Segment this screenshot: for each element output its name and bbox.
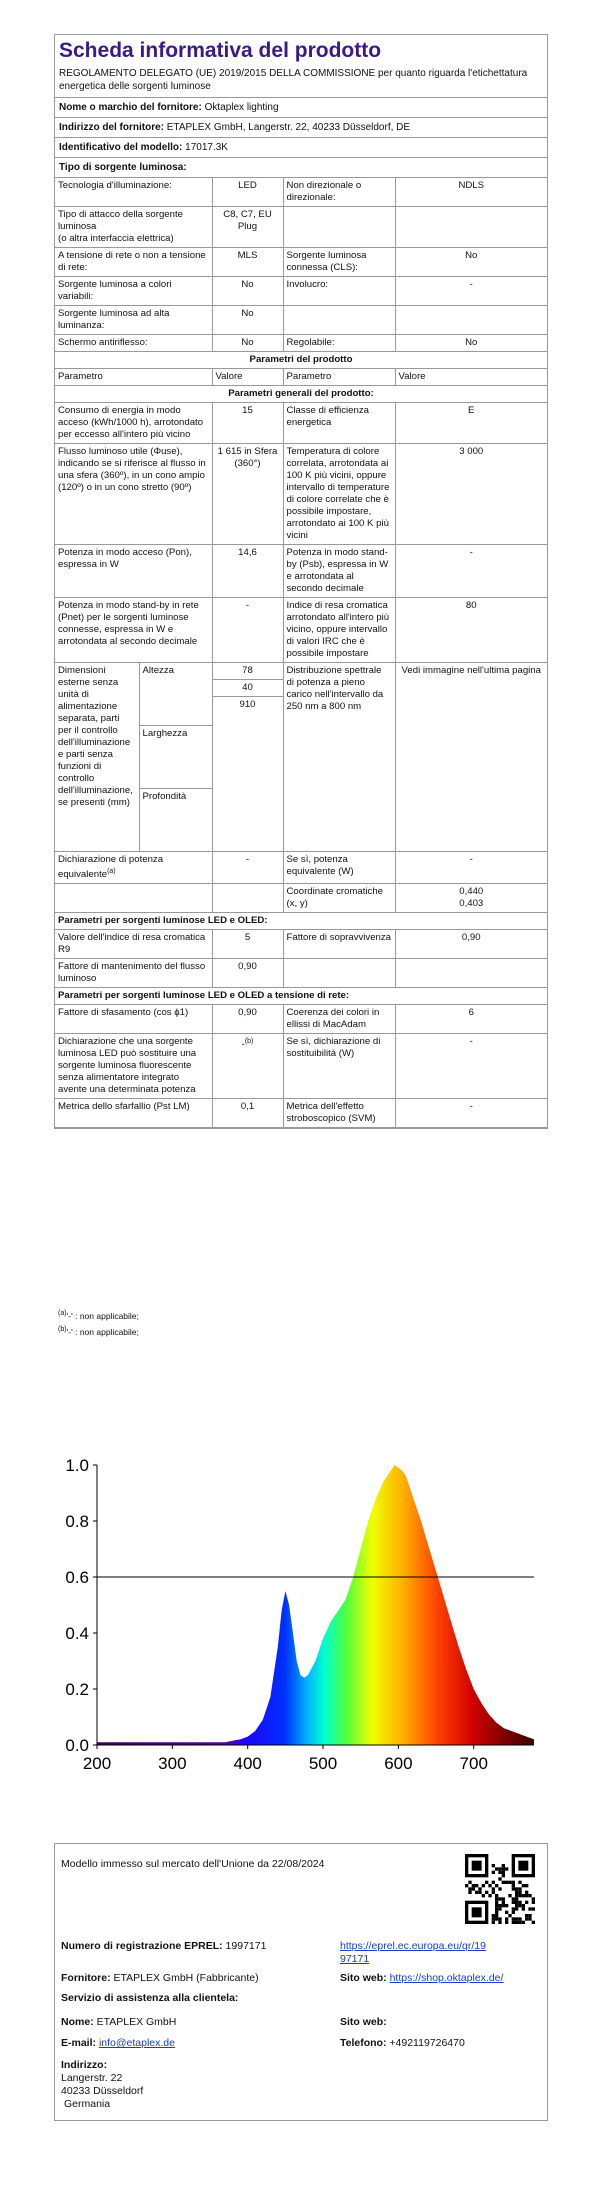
equivalent-power-label: Dichiarazione di potenza equivalente$^{(a)}$ — [55, 852, 212, 884]
cos-phi-label: Fattore di sfasamento (cos ϕ1) — [55, 1005, 212, 1034]
spd-value: Vedi immagine nell'ultima pagina — [395, 663, 547, 852]
cls-label: Sorgente luminosa connessa (CLS): — [283, 248, 395, 277]
phone-row: Telefono: +492119726470 — [340, 2037, 465, 2049]
width-value: 40 — [213, 680, 283, 697]
x-tick-label: 700 — [459, 1754, 488, 1773]
led-mains-params-header: Parametri per sorgenti luminose LED e OLED a tensione di rete: — [55, 988, 547, 1005]
envelope-label: Involucro: — [283, 277, 395, 306]
footnote-b: $^{(b)}$'-' : non applicabile; — [58, 1324, 139, 1337]
tech-label: Tecnologia d'illuminazione: — [55, 178, 212, 207]
col-header-param: Parametro — [55, 369, 212, 386]
tech-value: LED — [212, 178, 283, 207]
service-website-label: Sito web: — [340, 2016, 387, 2028]
fluorescent-replace-value: -$^{(b)}$ — [212, 1034, 283, 1099]
height-value: 78 — [213, 663, 283, 680]
r9-value: 5 — [212, 930, 283, 959]
color-tunable-value: No — [212, 277, 283, 306]
dimensions-values-cell — [212, 663, 283, 852]
eprel-link[interactable]: https://eprel.ec.europa.eu/qr/19 97171 — [340, 1940, 486, 1965]
col-header-value: Valore — [212, 369, 283, 386]
survival-value: 0,90 — [395, 930, 547, 959]
spectrum-svg — [40, 1445, 560, 1775]
cls-value: No — [395, 248, 547, 277]
height-label: Altezza — [139, 663, 212, 725]
dimmable-value: No — [395, 335, 547, 352]
cap-label-text: Tipo di attacco della sorgente luminosa — [58, 209, 183, 232]
general-params-header: Parametri generali del prodotto: — [55, 386, 547, 403]
supplier-address-value: ETAPLEX GmbH, Langerstr. 22, 40233 Düsseldorf, DE — [166, 122, 411, 133]
direction-label: Non direzionale o direzionale: — [283, 178, 395, 207]
chromaticity-y: 0,403 — [459, 898, 484, 910]
product-params-header: Parametri del prodotto — [55, 352, 547, 369]
supplier-value: ETAPLEX GmbH (Fabbricante) — [113, 1972, 259, 1984]
chromaticity-x: 0,440 — [459, 886, 484, 898]
supplier-name-label: Nome o marchio del fornitore: — [59, 102, 202, 113]
cct-value: 3 000 — [395, 444, 547, 545]
source-type-row — [55, 158, 547, 178]
led-params-header: Parametri per sorgenti luminose LED e OLED: — [55, 913, 547, 930]
model-label: Identificativo del modello: — [59, 142, 183, 153]
cct-label: Temperatura di colore correlata, arrotondata ai 100 K più vicini, oppure intervallo di temperature di colore correlate che è possibile impostare, arrotondato ai 100 K più vicini — [283, 444, 395, 545]
supplier-address-row — [55, 118, 547, 138]
x-tick-label: 400 — [233, 1754, 262, 1773]
cap-value: C8, C7, EU Plug — [212, 207, 283, 248]
width-label: Larghezza — [139, 725, 212, 789]
market-date: Modello immesso sul mercato dell'Unione da 22/08/2024 — [61, 1858, 325, 1870]
equivalent-power-value: - — [212, 852, 283, 884]
customer-service-label: Servizio di assistenza alla clientela: — [61, 1992, 239, 2004]
address-block: Indirizzo: Langerstr. 22 40233 Düsseldorf Germania — [61, 2059, 144, 2110]
x-tick-label: 500 — [308, 1754, 338, 1773]
energy-label: Consumo di energia in modo acceso (kWh/1000 h), arrotondato per eccesso all'intero più vicino — [55, 403, 212, 444]
direction-value: NDLS — [395, 178, 547, 207]
fluorescent-replace-label: Dichiarazione che una sorgente luminosa LED può sostituire una sorgente luminosa fluorescente senza alimentatore integrato avente una determinata potenza — [55, 1034, 212, 1099]
survival-label: Fattore di sopravvivenza — [283, 930, 395, 959]
cap-label — [55, 207, 212, 248]
y-tick-label: 0.2 — [65, 1680, 89, 1699]
source-properties-table — [55, 178, 547, 1128]
depth-label: Profondità — [139, 789, 212, 851]
note-a-ref: (a) — [107, 868, 116, 875]
email-link[interactable]: info@etaplex.de — [98, 2037, 175, 2049]
supplier-address-label: Indirizzo del fornitore: — [59, 122, 164, 133]
svm-value: - — [395, 1099, 547, 1128]
model-value: 17017.3K — [185, 142, 228, 153]
x-tick-label: 600 — [384, 1754, 413, 1773]
qr-code-icon — [465, 1854, 535, 1924]
regulation-subtitle: REGOLAMENTO DELEGATO (UE) 2019/2015 DELLA COMMISSIONE per quanto riguarda l'etichettatura energetica delle sorgenti luminose — [55, 65, 547, 98]
maintenance-value: 0,90 — [212, 959, 283, 988]
sheet-title: Scheda informativa del prodotto — [59, 39, 382, 62]
product-information-sheet — [54, 34, 548, 1129]
envelope-value: - — [395, 277, 547, 306]
high-luminance-value: No — [212, 306, 283, 335]
class-label: Classe di efficienza energetica — [283, 403, 395, 444]
pnet-label: Potenza in modo stand-by in rete (Pnet) per le sorgenti luminose connesse, espressa in W e arrotondata al secondo decimale — [55, 598, 212, 663]
cri-label: Indice di resa cromatica arrotondato all'intero più vicino, oppure intervallo di valori IRC che è possibile impostare — [283, 598, 395, 663]
dimmable-label: Regolabile: — [283, 335, 395, 352]
spectral-distribution-chart — [40, 1445, 560, 1775]
y-tick-label: 0.8 — [65, 1512, 89, 1531]
glare-label: Schermo antiriflesso: — [55, 335, 212, 352]
maintenance-label: Fattore di mantenimento del flusso luminoso — [55, 959, 212, 988]
equivalent-w-value: - — [395, 852, 547, 884]
chromaticity-label: Coordinate cromatiche (x, y) — [283, 884, 395, 913]
dimensions-cell — [55, 663, 212, 852]
high-luminance-label: Sorgente luminosa ad alta luminanza: — [55, 306, 212, 335]
psb-value: - — [395, 545, 547, 598]
col-header-value-2: Valore — [395, 369, 547, 386]
equivalent-w-label: Se sì, potenza equivalente (W) — [283, 852, 395, 884]
cri-value: 80 — [395, 598, 547, 663]
depth-value: 910 — [213, 697, 283, 714]
spd-label: Distribuzione spettrale di potenza a pieno carico nell'intervallo da 250 nm a 800 nm — [283, 663, 395, 852]
macadam-label: Coerenza dei colori in ellissi di MacAdam — [283, 1005, 395, 1034]
glare-value: No — [212, 335, 283, 352]
svm-label: Metrica dell'effetto stroboscopico (SVM) — [283, 1099, 395, 1128]
y-tick-label: 0.0 — [65, 1736, 89, 1755]
supplier-row: Fornitore: ETAPLEX GmbH (Fabbricante) — [61, 1972, 259, 1984]
col-header-param-2: Parametro — [283, 369, 395, 386]
pon-value: 14,6 — [212, 545, 283, 598]
mains-label: A tensione di rete o non a tensione di rete: — [55, 248, 212, 277]
website-link[interactable]: https://shop.oktaplex.de/ — [389, 1972, 504, 1984]
dimensions-label: Dimensioni esterne senza unità di alimentazione separata, parti per il controllo dell'illuminazione e parti senza funzioni di controllo dell'illuminazione, se presenti (mm) — [55, 663, 139, 851]
replace-w-label: Se sì, dichiarazione di sostituibilità (W) — [283, 1034, 395, 1099]
x-tick-label: 300 — [158, 1754, 187, 1773]
x-tick-label: 200 — [82, 1754, 112, 1773]
pst-label: Metrica dello sfarfallio (Pst LM) — [55, 1099, 212, 1128]
class-value: E — [395, 403, 547, 444]
y-tick-label: 0.4 — [65, 1624, 89, 1643]
replace-w-value: - — [395, 1034, 547, 1099]
energy-value: 15 — [212, 403, 283, 444]
mains-value: MLS — [212, 248, 283, 277]
supplier-name-row — [55, 98, 547, 118]
chromaticity-value — [395, 884, 547, 913]
footnote-a: $^{(a)}$'-' : non applicabile; — [58, 1309, 139, 1321]
psb-label: Potenza in modo stand-by (Psb), espressa in W e arrotondata al secondo decimale — [283, 545, 395, 598]
note-b-ref: (b) — [244, 1038, 254, 1046]
website-row: Sito web: https://shop.oktaplex.de/ — [340, 1972, 504, 1984]
cap-label-note: (o altra interfaccia elettrica) — [58, 233, 174, 244]
spectrum-area — [97, 1465, 534, 1745]
eprel-number: 1997171 — [225, 1940, 267, 1952]
cos-phi-value: 0,90 — [212, 1005, 283, 1034]
source-type-label: Tipo di sorgente luminosa: — [59, 162, 187, 173]
pon-label: Potenza in modo acceso (Pon), espressa in W — [55, 545, 212, 598]
r9-label: Valore dell'indice di resa cromatica R9 — [55, 930, 212, 959]
pnet-value: - — [212, 598, 283, 663]
y-tick-label: 0.6 — [65, 1568, 89, 1587]
flux-value: 1 615 in Sfera (360°) — [212, 444, 283, 545]
email-row: E-mail: info@etaplex.de — [61, 2037, 175, 2049]
eprel-footer — [54, 1843, 548, 2121]
macadam-value: 6 — [395, 1005, 547, 1034]
y-tick-label: 1.0 — [65, 1456, 89, 1475]
supplier-name-value: Oktaplex lighting — [204, 102, 279, 113]
model-row — [55, 138, 547, 158]
flux-label: Flusso luminoso utile (Φuse), indicando se si riferisce al flusso in una sfera (360º), in un cono ampio (120º) o in un cono stretto (90º) — [55, 444, 212, 545]
pst-value: 0,1 — [212, 1099, 283, 1128]
service-name-row: Nome: ETAPLEX GmbH — [61, 2016, 177, 2028]
footnotes — [58, 1307, 139, 1339]
eprel-number-row: Numero di registrazione EPREL: 1997171 — [61, 1940, 267, 1952]
color-tunable-label: Sorgente luminosa a colori variabili: — [55, 277, 212, 306]
